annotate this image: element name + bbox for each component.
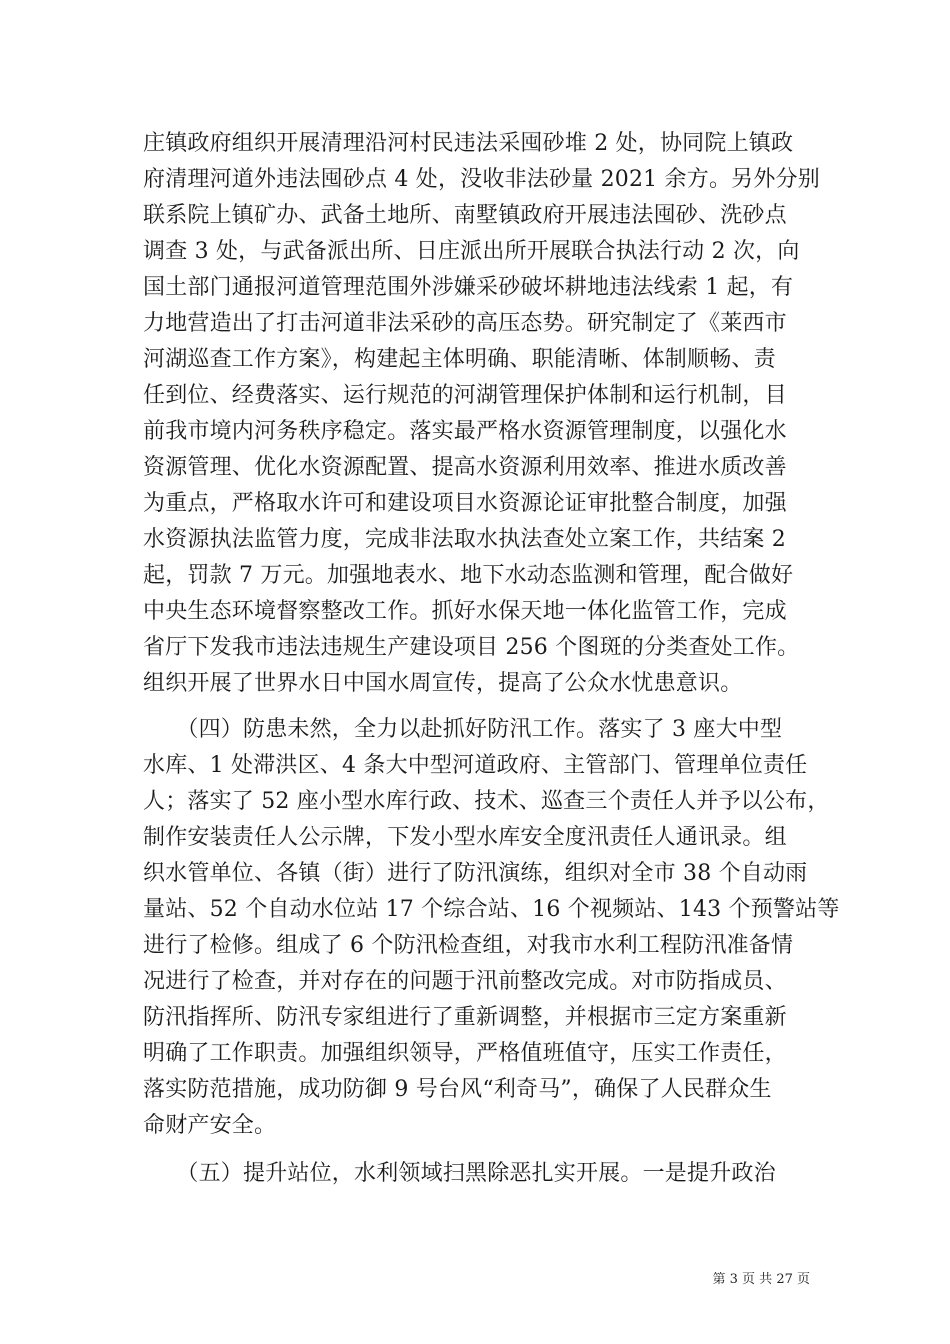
body-text-line: 联系院上镇矿办、武备土地所、南墅镇政府开展违法囤砂、洗砂点 [143,203,787,228]
body-text-line: 庄镇政府组织开展清理沿河村民违法采囤砂堆 2 处，协同院上镇政 [143,131,794,156]
body-text-line: 进行了检修。组成了 6 个防汛检查组，对我市水利工程防汛准备情 [143,933,794,958]
body-text-line: 明确了工作职责。加强组织领导，严格值班值守，压实工作责任， [143,1041,787,1066]
body-text-line: 水库、1 处滞洪区、4 条大中型河道政府、主管部门、管理单位责任 [143,753,808,778]
body-text-line: 任到位、经费落实、运行规范的河湖管理保护体制和运行机制，目 [143,383,787,408]
body-text-line: 水资源执法监管力度，完成非法取水执法查处立案工作，共结案 2 [143,527,786,552]
body-text-line: 府清理河道外违法囤砂点 4 处，没收非法砂量 2021 余方。另外分别 [143,167,820,192]
section-heading-line: （五）提升站位，水利领域扫黑除恶扎实开展。一是提升政治 [143,1161,776,1186]
body-text-line: 省厅下发我市违法违规生产建设项目 256 个图斑的分类查处工作。 [143,635,800,660]
body-text-line: 制作安装责任人公示牌，下发小型水库安全度汛责任人通讯录。组 [143,825,787,850]
body-text-line: 组织开展了世界水日中国水周宣传，提高了公众水忧患意识。 [143,671,743,696]
body-text-line: 起，罚款 7 万元。加强地表水、地下水动态监测和管理，配合做好 [143,563,794,588]
body-text-line: 防汛指挥所、防汛专家组进行了重新调整，并根据市三定方案重新 [143,1005,787,1030]
body-text-line: 中央生态环境督察整改工作。抓好水保天地一体化监管工作，完成 [143,599,787,624]
body-text-line: 命财产安全。 [143,1113,277,1138]
body-text-line: 人；落实了 52 座小型水库行政、技术、巡查三个责任人并予以公布， [143,789,830,814]
body-text-line: 国土部门通报河道管理范围外涉嫌采砂破坏耕地违法线索 1 起，有 [143,275,794,300]
page-number-footer: 第 3 页 共 27 页 [712,1272,810,1287]
section-heading-line: （四）防患未然，全力以赴抓好防汛工作。落实了 3 座大中型 [143,717,783,742]
body-text-line: 落实防范措施，成功防御 9 号台风“利奇马”，确保了人民群众生 [143,1077,772,1102]
body-text-line: 前我市境内河务秩序稳定。落实最严格水资源管理制度，以强化水 [143,419,787,444]
body-text-line: 织水管单位、各镇（街）进行了防汛演练，组织对全市 38 个自动雨 [143,861,808,886]
body-text-line: 为重点，严格取水许可和建设项目水资源论证审批整合制度，加强 [143,491,787,516]
body-text-line: 况进行了检查，并对存在的问题于汛前整改完成。对市防指成员、 [143,969,787,994]
body-text-line: 资源管理、优化水资源配置、提高水资源利用效率、推进水质改善 [143,455,787,480]
body-text-line: 调查 3 处，与武备派出所、日庄派出所开展联合执法行动 2 次，向 [143,239,800,264]
body-text-line: 量站、52 个自动水位站 17 个综合站、16 个视频站、143 个预警站等 [143,897,840,922]
body-text-line: 河湖巡查工作方案》，构建起主体明确、职能清晰、体制顺畅、责 [143,347,776,372]
body-text-line: 力地营造出了打击河道非法采砂的高压态势。研究制定了《莱西市 [143,311,787,336]
